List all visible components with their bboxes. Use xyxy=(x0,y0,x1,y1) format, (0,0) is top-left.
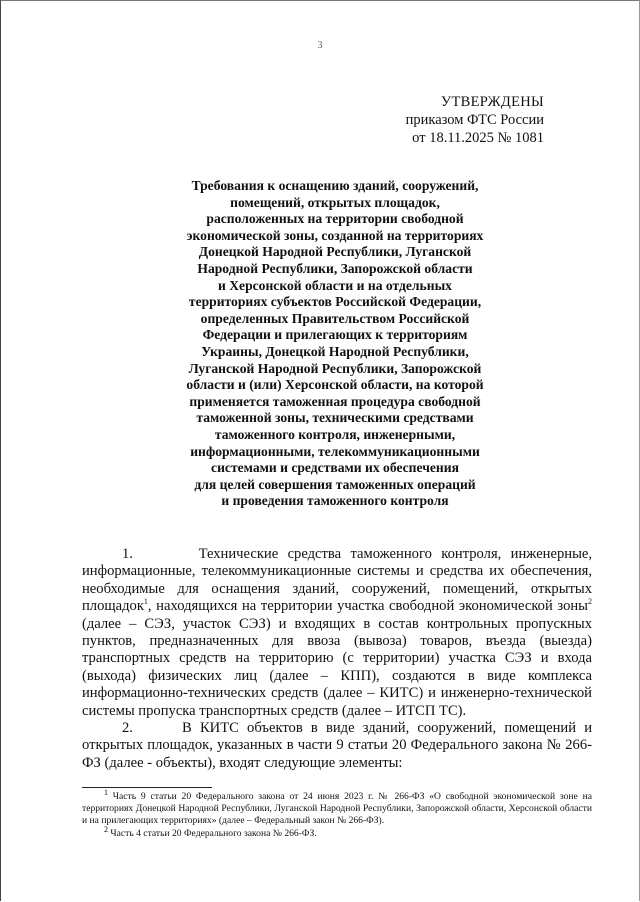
title-line: и Херсонской области и на отдельных xyxy=(218,277,452,293)
title-line: расположенных на территории свободной xyxy=(206,211,464,227)
title-line: Федерации и прилегающих к территориям xyxy=(202,327,468,343)
approval-order: приказом ФТС России xyxy=(405,112,544,128)
approval-block xyxy=(406,93,544,147)
footnote-2-text: Часть 4 статьи 20 Федерального закона № 266-ФЗ. xyxy=(108,827,317,839)
footnote-ref-1[interactable]: 1 xyxy=(143,597,148,607)
body-text xyxy=(82,546,592,772)
footnote-1-text: Часть 9 статьи 20 Федерального закона от 24 июня 2023 г. № 266-ФЗ «О свободной экономической зоне на территориях Донецкой Народной Республики, Луганской Народной Республики, Запорожской области, Херсонской области и на прилегающих территориях» (далее – Федеральный закон № 266-ФЗ). xyxy=(82,791,592,827)
title-line: помещений, открытых площадок, xyxy=(230,194,440,210)
approval-date: от 18.11.2025 № 1081 xyxy=(412,130,544,146)
paragraph-1 xyxy=(82,546,592,720)
title-line: системами и средствами их обеспечения xyxy=(211,460,459,476)
title-line: применяется таможенная процедура свободной xyxy=(189,393,481,409)
title-line: таможенного контроля, инженерными, xyxy=(214,426,456,442)
page-number: 3 xyxy=(317,40,323,51)
footnote-mark-2: 2 xyxy=(104,824,108,834)
paragraph-2: 2. В КИТС объектов в виде зданий, сооружений, помещений и открытых площадок, указанных в части 9 статьи 20 Федерального закона № 266-ФЗ (далее - объекты), входят следующие элементы: xyxy=(82,720,592,771)
footnote-mark-1: 1 xyxy=(104,787,108,797)
title-line: территориях субъектов Российской Федерации, xyxy=(188,294,482,310)
footnote-2 xyxy=(82,824,592,840)
title-line: информационными, телекоммуникационными xyxy=(190,443,480,459)
document-title xyxy=(150,178,520,510)
approval-heading: УТВЕРЖДЕНЫ xyxy=(440,94,544,110)
footnote-ref-2[interactable]: 2 xyxy=(588,597,592,607)
paragraph-1-part-a: 1. Технические средства таможенного контроля, инженерные, информационные, телекоммуникационные системы и средства их обеспечения, необходимые для оснащения зданий, сооружений, помещений, открытых площадок xyxy=(82,546,592,615)
title-line: Луганской Народной Республики, Запорожской xyxy=(188,360,482,376)
footnote-divider xyxy=(82,787,212,788)
title-line: экономической зоны, созданной на территориях xyxy=(186,227,484,243)
title-line: Народной Республики, Запорожской области xyxy=(197,260,473,276)
title-line: для целей совершения таможенных операций xyxy=(194,476,476,492)
title-line: и проведения таможенного контроля xyxy=(221,493,449,509)
title-line: определенных Правительством Российской xyxy=(200,310,470,326)
title-line: Украины, Донецкой Народной Республики, xyxy=(201,343,469,359)
paragraph-1-part-c: (далее – СЭЗ, участок СЭЗ) и входящих в состав контрольных пропускных пунктов, предназначенных для ввоза (вывоза) товаров, въезда (выезда) транспортных средств на территорию (с территории) участка СЭЗ и входа (выхода) физических лиц (далее – КПП), создаются в виде комплекса информационно-технических средств (далее – КИТС) и инженерно-технической системы пропуска транспортных средств (далее – ИТСП ТС). xyxy=(82,615,592,719)
title-line: Донецкой Народной Республики, Луганской xyxy=(198,244,472,260)
footnote-1 xyxy=(82,787,592,828)
paragraph-1-part-b: , находящихся на территории участка свободной экономической зоны xyxy=(147,598,588,615)
footnotes xyxy=(82,787,592,840)
title-line: таможенной зоны, техническими средствами xyxy=(196,410,474,426)
title-line: Требования к оснащению зданий, сооружений, xyxy=(191,178,479,193)
title-line: области и (или) Херсонской области, на которой xyxy=(186,377,484,393)
